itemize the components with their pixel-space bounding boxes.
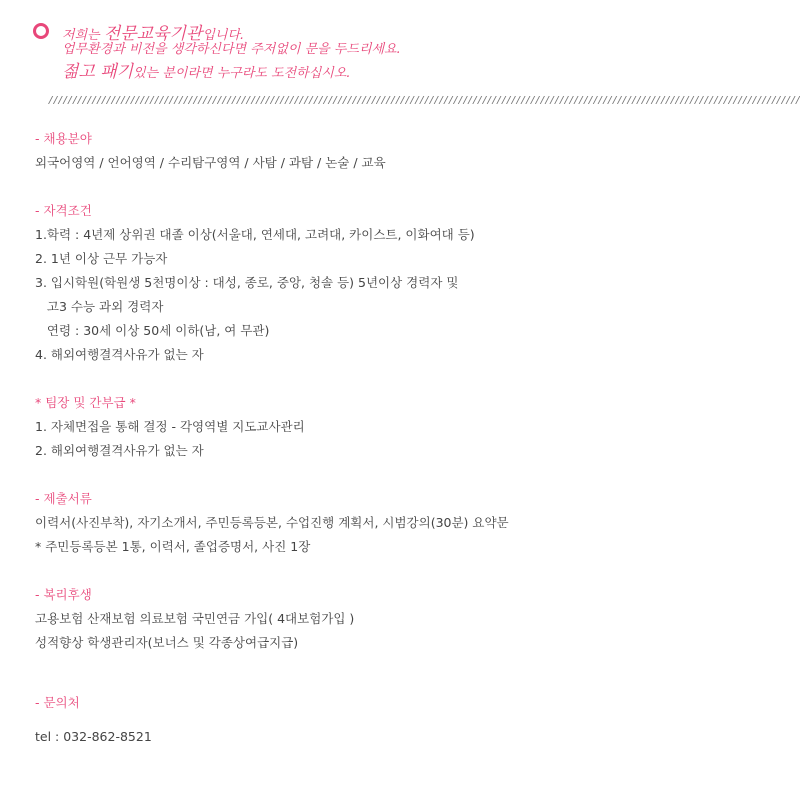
manager-line-2: 2. 해외여행결격사유가 없는 자 bbox=[35, 443, 204, 458]
qualification-line-2: 2. 1년 이상 근무 가능자 bbox=[35, 251, 168, 266]
welfare-line-2: 성적향상 학생관리자(보너스 및 각종상여급지급) bbox=[35, 635, 299, 650]
qualification-line-3: 3. 입시학원(학원생 5천명이상 : 대성, 종로, 중앙, 청솔 등) 5년이상 경력자 및 bbox=[35, 275, 459, 290]
slash-divider: //////////////////////////////////////////////////////////////////////////////////////////////////////////////////////////////////////////////////////////// bbox=[48, 95, 800, 106]
documents-heading: - 제출서류 bbox=[35, 491, 92, 506]
field-line: 외국어영역 / 언어영역 / 수리탐구영역 / 사탐 / 과탐 / 논술 / 교육 bbox=[35, 155, 386, 170]
intro-line-1-emphasis: 전문교육기관 bbox=[103, 24, 203, 44]
intro-line-3-emphasis: 젊고 패기 bbox=[62, 62, 134, 82]
qualification-line-4: 고3 수능 과외 경력자 bbox=[35, 299, 164, 314]
welfare-heading: - 복리후생 bbox=[35, 587, 92, 602]
intro-line-3-b: 있는 분이라면 누구라도 도전하십시오. bbox=[133, 66, 351, 81]
qualification-line-6: 4. 해외여행결격사유가 없는 자 bbox=[35, 347, 204, 362]
field-heading: - 채용분야 bbox=[35, 131, 92, 146]
qualification-line-5: 연령 : 30세 이상 50세 이하(남, 여 무관) bbox=[35, 323, 270, 338]
intro-line-3 bbox=[62, 57, 351, 82]
documents-line-1: 이력서(사진부착), 자기소개서, 주민등록등본, 수업진행 계획서, 시범강의(30분) 요약문 bbox=[35, 515, 509, 530]
contact-heading: - 문의처 bbox=[35, 695, 80, 710]
ring-icon bbox=[33, 23, 49, 39]
documents-line-2: * 주민등록등본 1통, 이력서, 졸업증명서, 사진 1장 bbox=[35, 539, 311, 554]
contact-phone: tel : 032-862-8521 bbox=[35, 729, 152, 744]
manager-line-1: 1. 자체면접을 통해 결정 - 각영역별 지도교사관리 bbox=[35, 419, 305, 434]
manager-heading: * 팀장 및 간부급 * bbox=[35, 395, 136, 410]
intro-line-2: 업무환경과 비전을 생각하신다면 주저없이 문을 두드리세요. bbox=[62, 42, 401, 57]
qualification-line-1: 1.학력 : 4년제 상위권 대졸 이상(서울대, 연세대, 고려대, 카이스트, 이화여대 등) bbox=[35, 227, 475, 242]
intro-line-1-b: 입니다. bbox=[202, 28, 245, 43]
qualification-heading: - 자격조건 bbox=[35, 203, 92, 218]
welfare-line-1: 고용보험 산재보험 의료보험 국민연금 가입( 4대보험가입 ) bbox=[35, 611, 355, 626]
intro-line-1-a: 저희는 bbox=[62, 28, 104, 43]
